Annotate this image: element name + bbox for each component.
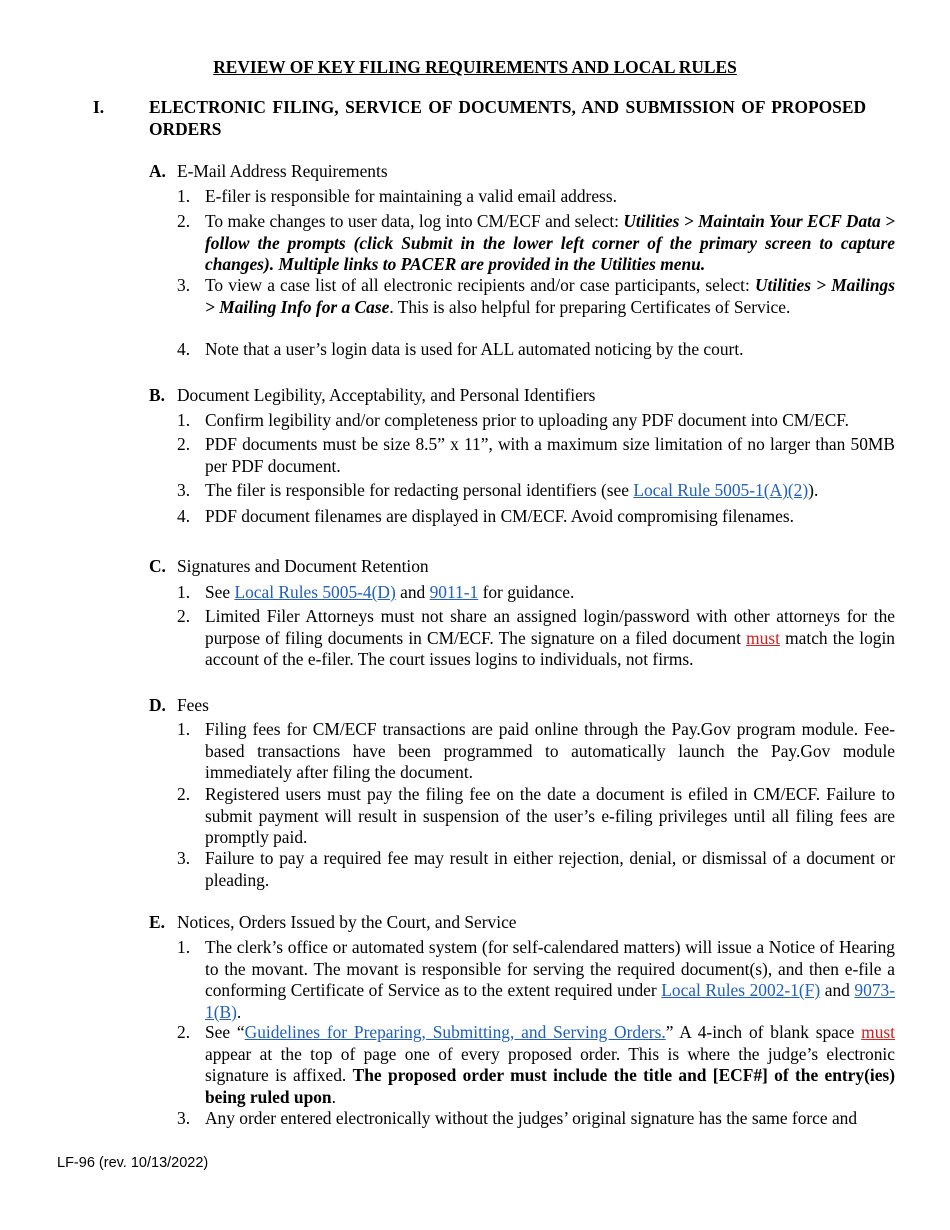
item-text (205, 480, 895, 502)
section-heading-number: I. (93, 97, 105, 117)
item-number: 4. (177, 339, 191, 359)
item-text-part: To view a case list of all electronic recipients and/or case participants, select: (205, 275, 755, 295)
list-item (177, 1108, 895, 1130)
subsection-e-heading (149, 912, 517, 934)
item-text-part: See (205, 582, 235, 602)
item-text-part: and (395, 582, 430, 602)
item-text-part: The clerk’s office or automated system (for self-calendared matters) will issue a Notice of Hearing to the movant. The movant is responsible for serving the required document(s), and then e-file a conforming Certificate of Service as to the extent required under (205, 937, 895, 1001)
subsection-title: Fees (177, 695, 209, 715)
item-text: Any order entered electronically without the judges’ original signature has the same force and (205, 1108, 858, 1128)
list-item (177, 186, 895, 208)
item-text-part: for guidance. (478, 582, 575, 602)
item-number: 3. (177, 848, 191, 868)
list-item (177, 582, 895, 604)
item-text-part: To make changes to user data, log into CM/ECF and select: (205, 211, 624, 231)
item-text-part: . (331, 1086, 336, 1107)
subsection-letter: A. (149, 161, 166, 181)
subsection-title: E-Mail Address Requirements (177, 161, 388, 181)
item-number: 2. (177, 784, 191, 804)
item-text (205, 937, 895, 1023)
list-item (177, 434, 895, 477)
list-item (177, 506, 895, 528)
list-item (177, 480, 895, 502)
subsection-a-heading (149, 161, 388, 183)
must-emphasis: must (746, 627, 780, 648)
item-text-part: ” A 4-inch of blank space (665, 1022, 862, 1042)
item-text-part: match the login account of the e-filer. The court issues logins to individuals, not firms. (205, 627, 895, 670)
menu-path-emphasis: Data > follow the prompts (click Submit in the lower left corner of the primary screen to capture changes). Multiple links to PACER are provided in the Utilities menu. (205, 211, 895, 275)
item-number: 2. (177, 1022, 191, 1042)
item-number: 3. (177, 275, 191, 295)
list-item (177, 1022, 895, 1108)
list-item (177, 410, 895, 432)
item-text-part: . This is also helpful for preparing Certificates of Service. (389, 296, 791, 317)
page-title: REVIEW OF KEY FILING REQUIREMENTS AND LOCAL RULES (213, 57, 737, 77)
item-text (205, 275, 895, 318)
bold-requirement: The proposed order must include the title and [ECF#] of the entry(ies) being ruled upon (205, 1065, 895, 1107)
subsection-b-heading (149, 385, 595, 407)
item-text (205, 1022, 895, 1108)
section-heading: ELECTRONIC FILING, SERVICE OF DOCUMENTS, AND SUBMISSION OF PROPOSED ORDERS (149, 97, 866, 139)
item-text-part: appear at the top of page one of every proposed order. This is where the judge’s electronic signature is affixed. (205, 1043, 895, 1086)
item-text: Note that a user’s login data is used for ALL automated noticing by the court. (205, 339, 744, 359)
menu-path-emphasis: Utilities > Maintain Your ECF (623, 211, 842, 231)
item-text: PDF document filenames are displayed in CM/ECF. Avoid compromising filenames. (205, 506, 795, 526)
list-item (177, 275, 895, 318)
list-item (177, 339, 895, 361)
item-text-part: The filer is responsible for redacting personal identifiers (see (205, 480, 634, 500)
item-text: Filing fees for CM/ECF transactions are paid online through the Pay.Gov program module. Fee-based transactions have been programmed to automatically launch the Pay.Gov module immediately after filing the document. (205, 719, 895, 783)
item-number: 3. (177, 480, 191, 500)
subsection-title: Document Legibility, Acceptability, and Personal Identifiers (177, 385, 596, 405)
item-text-part: and (820, 980, 855, 1001)
form-revision-footer: LF-96 (rev. 10/13/2022) (57, 1155, 209, 1171)
item-text (205, 606, 895, 671)
item-text-part: . (236, 1001, 242, 1022)
item-number: 2. (177, 211, 191, 231)
list-item (177, 848, 895, 891)
list-item (177, 937, 895, 1023)
item-number: 1. (177, 582, 191, 602)
item-text: Confirm legibility and/or completeness prior to uploading any PDF document into CM/ECF. (205, 410, 849, 430)
item-number: 1. (177, 937, 191, 957)
subsection-letter: E. (149, 912, 165, 932)
item-number: 2. (177, 434, 191, 454)
menu-path-emphasis: Utilities > Mailings > Mailing Info for a Case (205, 275, 895, 317)
item-text: Registered users must pay the filing fee on the date a document is efiled in CM/ECF. Failure to submit payment will result in suspension of the user’s e-filing privileges until all filing fees are promptly paid. (205, 784, 895, 848)
subsection-letter: D. (149, 695, 166, 715)
item-number: 1. (177, 186, 191, 206)
item-number: 1. (177, 410, 191, 430)
item-text: PDF documents must be size 8.5” x 11”, with a maximum size limitation of no larger than 50MB per PDF document. (205, 434, 895, 476)
subsection-title: Signatures and Document Retention (177, 556, 429, 576)
subsection-letter: C. (149, 556, 166, 576)
must-emphasis: must (861, 1022, 895, 1042)
item-text-part: See “ (205, 1022, 245, 1042)
item-number: 2. (177, 606, 191, 626)
item-text (205, 582, 895, 604)
item-number: 4. (177, 506, 191, 526)
item-text: Failure to pay a required fee may result in either rejection, denial, or dismissal of a document or pleading. (205, 848, 895, 890)
local-rule-link[interactable]: Local Rules 5005-4(D) (234, 582, 396, 602)
item-number: 1. (177, 719, 191, 739)
local-rule-link[interactable]: 9073-1(B) (205, 980, 895, 1022)
subsection-title: Notices, Orders Issued by the Court, and Service (177, 912, 517, 932)
item-text (205, 211, 895, 276)
guidelines-link[interactable]: Guidelines for Preparing, Submitting, and Serving Orders. (244, 1022, 666, 1042)
subsection-c-heading (149, 556, 429, 578)
local-rule-link[interactable]: Local Rules 2002-1(F) (661, 980, 821, 1001)
item-text-part: Limited Filer Attorneys must not share an assigned login/password with other attorneys for the purpose of filing documents in CM/ECF. The signature on a filed document (205, 606, 895, 648)
local-rule-link[interactable]: Local Rule 5005-1(A)(2) (633, 480, 809, 500)
list-item (177, 784, 895, 849)
item-text: E-filer is responsible for maintaining a valid email address. (205, 186, 617, 206)
list-item (177, 211, 895, 276)
list-item (177, 606, 895, 671)
item-text-part: ). (808, 480, 819, 500)
subsection-d-heading (149, 695, 209, 717)
item-number: 3. (177, 1108, 191, 1128)
list-item (177, 719, 895, 784)
subsection-letter: B. (149, 385, 165, 405)
local-rule-link[interactable]: 9011-1 (429, 582, 479, 602)
